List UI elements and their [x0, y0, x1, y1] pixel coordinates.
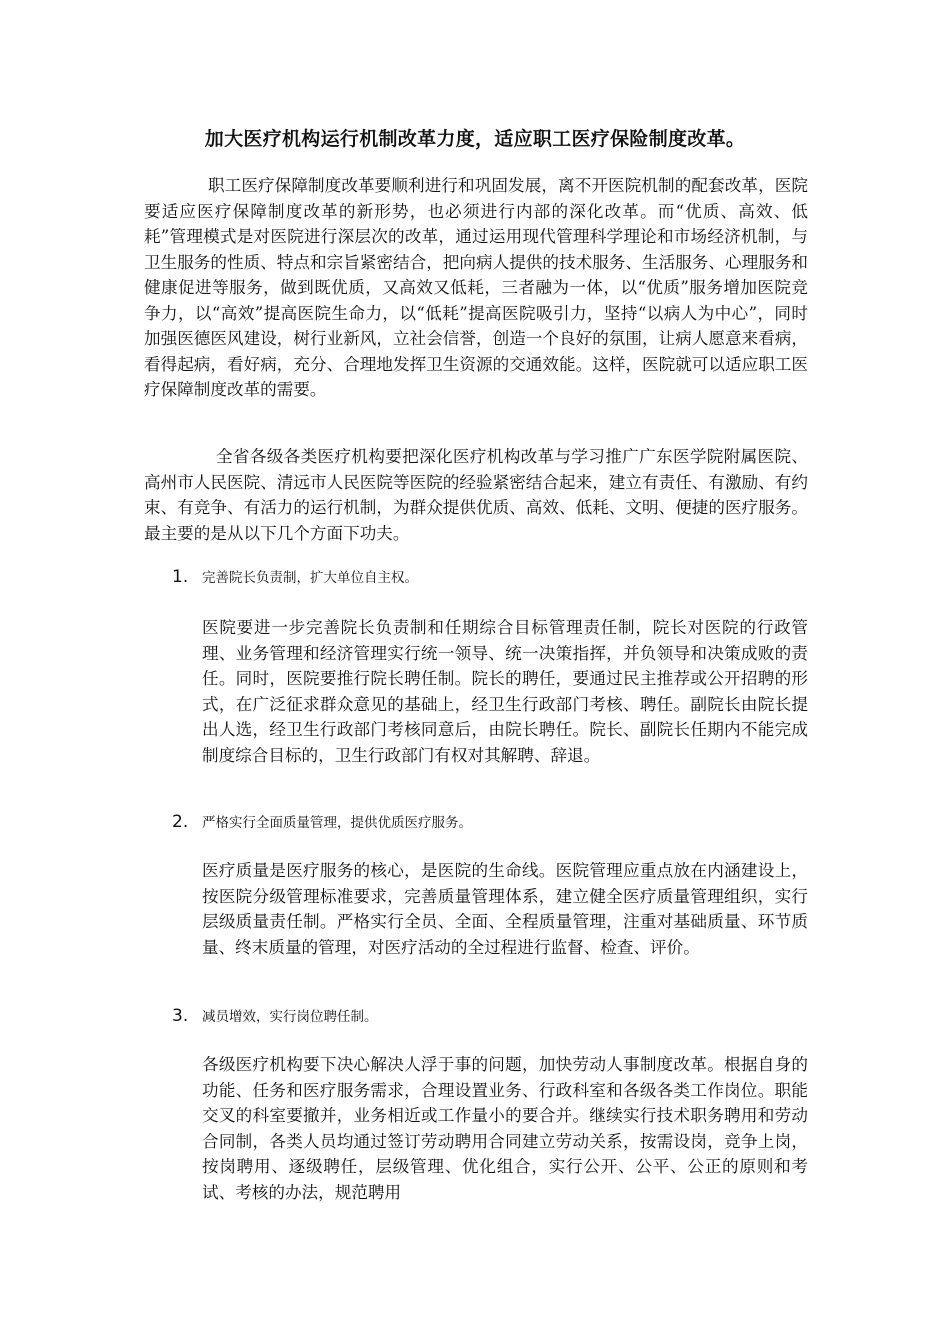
section-1-number: 1.: [172, 567, 189, 587]
section-3-label: 减员增效，实行岗位聘任制。: [202, 1009, 378, 1025]
section-2-body: 医疗质量是医疗服务的核心，是医院的生命线。医院管理应重点放在内涵建设上，按医院分级管理标准要求，完善质量管理体系，建立健全医疗质量管理组织，实行层级质量责任制。严格实行全员、全面、全程质量管理，注重对基础质量、环节质量、终末质量的管理，对医疗活动的全过程进行监督、检查、评价。: [202, 861, 808, 957]
section-3-heading: [172, 1005, 378, 1026]
section-2-number: 2.: [172, 812, 189, 832]
section-2-label: 严格实行全面质量管理，提供优质医疗服务。: [202, 815, 472, 831]
section-1-body: 医院要进一步完善院长负责制和任期综合目标管理责任制，院长对医院的行政管理、业务管理和经济管理实行统一领导、统一决策指挥，并负领导和决策成败的责任。同时，医院要推行院长聘任制。院长的聘任，要通过民主推荐或公开招聘的形式，在广泛征求群众意见的基础上，经卫生行政部门考核、聘任。副院长由院长提出人选，经卫生行政部门考核同意后，由院长聘任。院长、副院长任期内不能完成制度综合目标的，卫生行政部门有权对其解聘、辞退。: [202, 618, 808, 765]
intro-paragraph-1: 职工医疗保障制度改革要顺利进行和巩固发展，离不开医院机制的配套改革，医院要适应医疗保障制度改革的新形势，也必须进行内部的深化改革。而“优质、高效、低耗”管理模式是对医院进行深层次的改革，通过运用现代管理科学理论和市场经济机制，与卫生服务的性质、特点和宗旨紧密结合，把向病人提供的技术服务、生活服务、心理服务和健康促进等服务，做到既优质，又高效又低耗，三者融为一体，以“优质”服务增加医院竞争力，以“高效”提高医院生命力，以“低耗”提高医院吸引力，坚持“以病人为中心”，同时加强医德医风建设，树行业新风，立社会信誉，创造一个良好的氛围，让病人愿意来看病，看得起病，看好病，充分、合理地发挥卫生资源的交通效能。这样，医院就可以适应职工医疗保障制度改革的需要。: [144, 176, 808, 399]
intro-paragraph-2: 全省各级各类医疗机构要把深化医疗机构改革与学习推广广东医学院附属医院、高州市人民医院、清远市人民医院等医院的经验紧密结合起来，建立有责任、有激励、有约束、有竞争、有活力的运行机制，为群众提供优质、高效、低耗、文明、便捷的医疗服务。最主要的是从以下几个方面下功夫。: [144, 447, 808, 543]
document-title: 加大医疗机构运行机制改革力度，适应职工医疗保险制度改革。: [204, 128, 746, 150]
section-1-label: 完善院长负责制，扩大单位自主权。: [202, 570, 418, 586]
section-2-heading: [172, 811, 472, 832]
section-1-heading: [172, 566, 418, 587]
section-3-body: 各级医疗机构要下决心解决人浮于事的问题，加快劳动人事制度改革。根据自身的功能、任务和医疗服务需求，合理设置业务、行政科室和各级各类工作岗位。职能交叉的科室要撤并，业务相近或工作量小的要合并。继续实行技术职务聘用和劳动合同制，各类人员均通过签订劳动聘用合同建立劳动关系，按需设岗，竞争上岗，按岗聘用、逐级聘任，层级管理、优化组合，实行公开、公平、公正的原则和考试、考核的办法，规范聘用: [202, 1055, 808, 1202]
section-3-number: 3.: [172, 1006, 189, 1026]
